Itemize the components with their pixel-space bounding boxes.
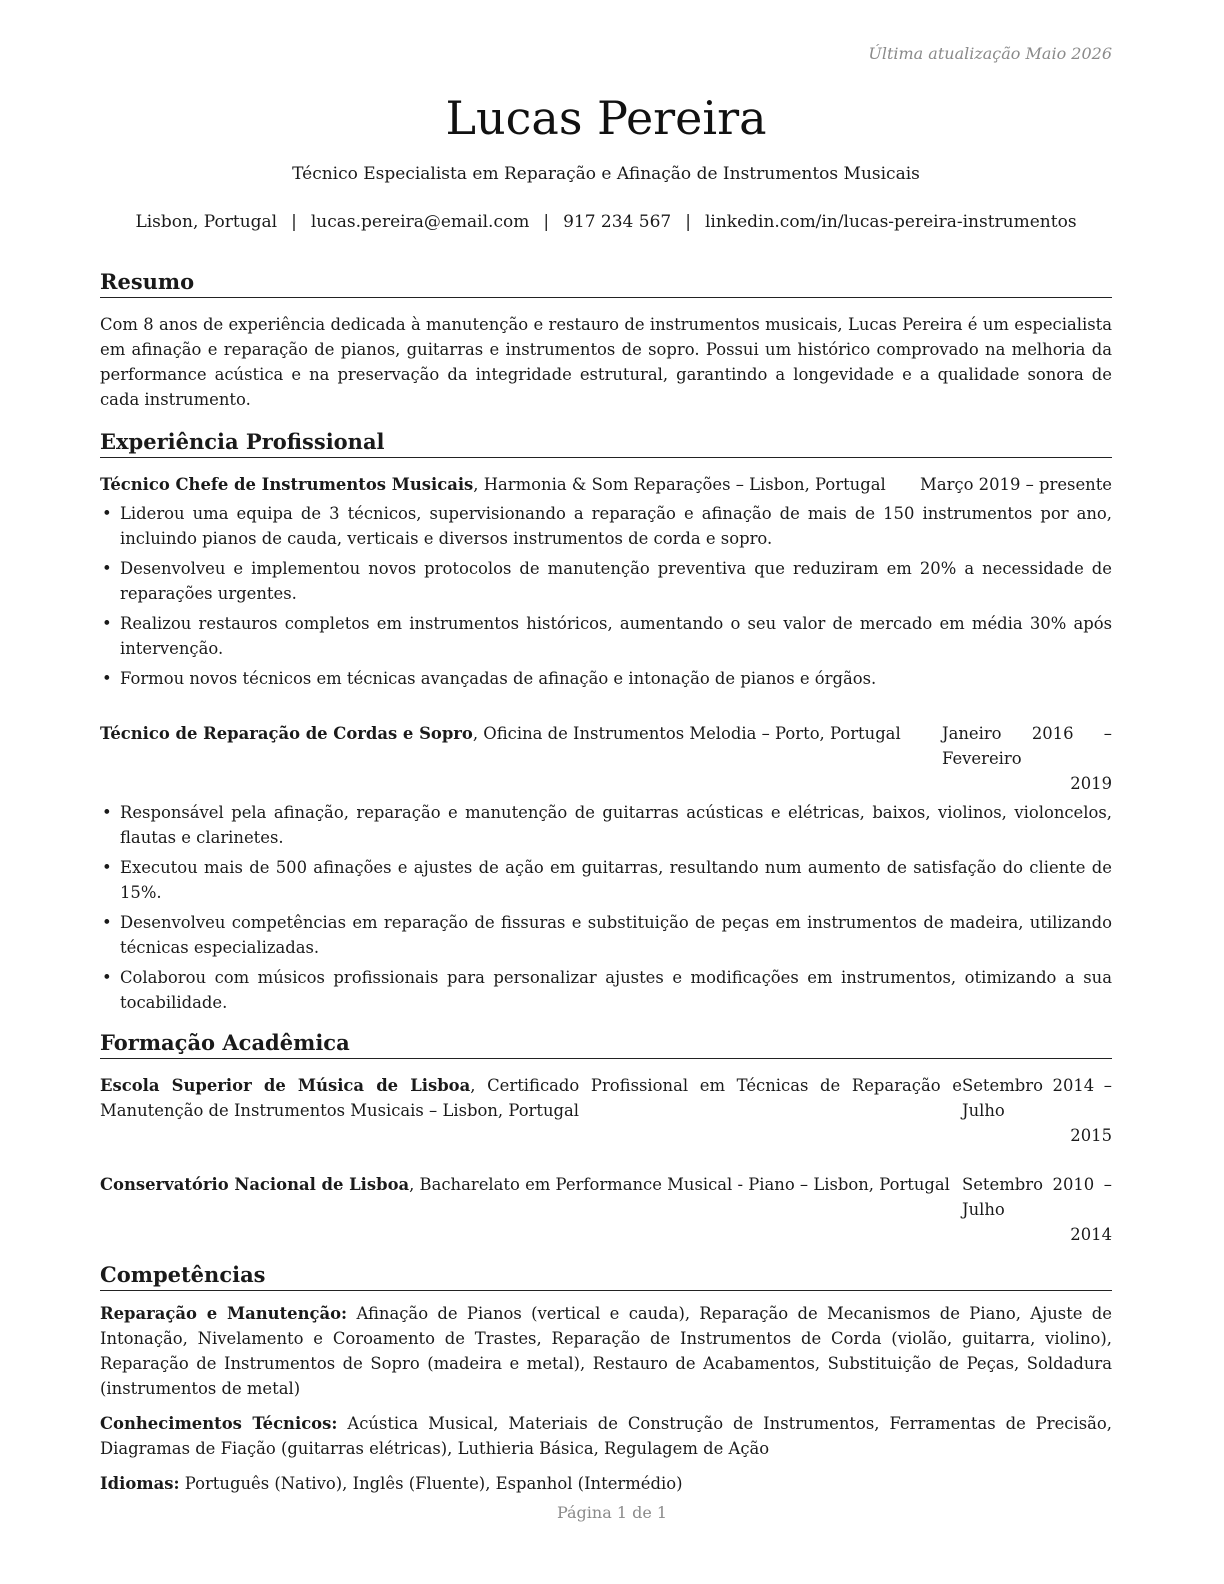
education-entry <box>100 1172 1112 1247</box>
job-entry <box>100 721 1112 1015</box>
education-dates-range: Setembro 2014 – Julho <box>962 1076 1112 1120</box>
contact-separator: | <box>685 212 691 232</box>
contact-location: Lisbon, Portugal <box>135 212 278 232</box>
skill-group <box>100 1471 1112 1496</box>
job-dates: Março 2019 – presente <box>920 475 1112 494</box>
job-role: Técnico de Reparação de Cordas e Sopro <box>100 724 473 743</box>
experience-section <box>100 428 1112 1015</box>
education-heading: Formação Acadêmica <box>100 1029 1112 1059</box>
education-section <box>100 1029 1112 1247</box>
education-school: Conservatório Nacional de Lisboa <box>100 1175 410 1194</box>
education-detail: , Bacharelato em Performance Musical - Piano – Lisbon, Portugal <box>409 1175 950 1194</box>
education-dates-range: Setembro 2010 – Julho <box>962 1175 1112 1219</box>
skill-group-label: Conhecimentos Técnicos: <box>100 1414 338 1433</box>
job-bullet: • Desenvolveu e implementou novos protocolos de manutenção preventiva que reduziram em 20% a necessidade de reparações urgentes. <box>100 556 1112 606</box>
job-company: , Harmonia & Som Reparações – Lisbon, Portugal <box>473 475 886 494</box>
skill-group-text: Afinação de Pianos (vertical e cauda), Reparação de Mecanismos de Piano, Ajuste de Intonação, Nivelamento e Coroamento de Trastes, Reparação de Instrumentos de Corda (violão, guitarra, violino), Reparação de Instrumentos de Sopro (madeira e metal), Restauro de Acabamentos, Substituição de Peças, Soldadura (instrumentos de metal) <box>100 1304 1112 1398</box>
summary-text: Com 8 anos de experiência dedicada à manutenção e restauro de instrumentos musicais, Lucas Pereira é um especialista em afinação e reparação de pianos, guitarras e instrumentos de sopro. Possui um histórico comprovado na melhoria da performance acústica e na preservação da integridade estrutural, garantindo a longevidade e a qualidade sonora de cada instrumento. <box>100 315 1112 409</box>
education-entry <box>100 1073 1112 1148</box>
skill-group-text: Acústica Musical, Materiais de Construção de Instrumentos, Ferramentas de Precisão, Diagramas de Fiação (guitarras elétricas), Luthieria Básica, Regulagem de Ação <box>100 1414 1112 1458</box>
job-bullets <box>100 501 1112 691</box>
skill-group-label: Idiomas: <box>100 1474 180 1493</box>
job-dates-start: Janeiro 2016 – Fevereiro <box>942 724 1112 768</box>
job-bullet: • Responsável pela afinação, reparação e manutenção de guitarras acústicas e elétricas, baixos, violinos, violoncelos, flautas e clarinetes. <box>100 800 1112 850</box>
job-bullet: • Desenvolveu competências em reparação de fissuras e substituição de peças em instrumentos de madeira, utilizando técnicas especializadas. <box>100 910 1112 960</box>
education-detail: , Certificado Profissional em Técnicas de Reparação e Manutenção de Instrumentos Musicais – Lisbon, Portugal <box>100 1076 962 1120</box>
contact-email[interactable]: lucas.pereira@email.com <box>310 212 530 232</box>
job-bullets <box>100 800 1112 1015</box>
job-bullet: • Formou novos técnicos em técnicas avançadas de afinação e intonação de pianos e órgãos. <box>100 666 1112 691</box>
contact-line <box>100 212 1112 232</box>
job-bullet: • Colaborou com músicos profissionais para personalizar ajustes e modificações em instrumentos, otimizando a sua tocabilidade. <box>100 965 1112 1015</box>
summary-section <box>100 268 1112 412</box>
skill-group-label: Reparação e Manutenção: <box>100 1304 348 1323</box>
education-dates-end-year: 2015 <box>1070 1126 1112 1145</box>
job-dates <box>942 721 1112 796</box>
job-header <box>100 721 1112 796</box>
skills-section <box>100 1261 1112 1496</box>
contact-separator: | <box>543 212 550 232</box>
contact-phone: 917 234 567 <box>563 212 672 232</box>
experience-heading: Experiência Profissional <box>100 428 1112 458</box>
skill-group <box>100 1301 1112 1401</box>
job-bullet: • Liderou uma equipa de 3 técnicos, supervisionando a reparação e afinação de mais de 150 instrumentos por ano, incluindo pianos de cauda, verticais e diversos instrumentos de corda e sopro. <box>100 501 1112 551</box>
page-number: Página 1 de 1 <box>556 1503 668 1522</box>
education-dates <box>962 1172 1112 1247</box>
skills-heading: Competências <box>100 1261 1112 1291</box>
last-updated: Última atualização Maio 2026 <box>868 44 1112 63</box>
job-bullet: • Realizou restauros completos em instrumentos históricos, aumentando o seu valor de mercado em média 30% após intervenção. <box>100 611 1112 661</box>
job-role: Técnico Chefe de Instrumentos Musicais <box>100 475 474 494</box>
education-school: Escola Superior de Música de Lisboa <box>100 1076 471 1095</box>
skill-group-text: Português (Nativo), Inglês (Fluente), Espanhol (Intermédio) <box>179 1474 683 1493</box>
contact-linkedin[interactable]: linkedin.com/in/lucas-pereira-instrumentos <box>704 212 1077 232</box>
candidate-name: Lucas Pereira <box>445 91 767 145</box>
education-dates <box>962 1073 1112 1148</box>
candidate-title: Técnico Especialista em Reparação e Afinação de Instrumentos Musicais <box>292 164 920 184</box>
job-company: , Oficina de Instrumentos Melodia – Porto, Portugal <box>472 724 901 743</box>
job-bullet: • Executou mais de 500 afinações e ajustes de ação em guitarras, resultando num aumento de satisfação do cliente de 15%. <box>100 855 1112 905</box>
education-dates-end-year: 2014 <box>1070 1225 1112 1244</box>
summary-heading: Resumo <box>100 268 1112 298</box>
contact-separator: | <box>291 212 297 232</box>
skill-group <box>100 1411 1112 1461</box>
job-header <box>100 472 1112 497</box>
job-dates-end-year: 2019 <box>1070 774 1112 793</box>
job-entry <box>100 472 1112 691</box>
